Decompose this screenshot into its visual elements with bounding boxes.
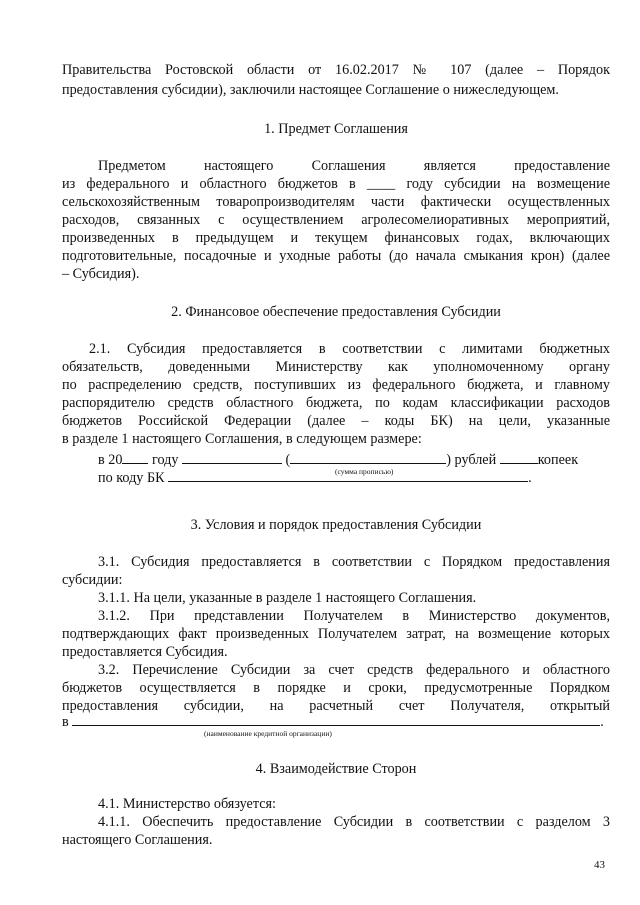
section-4-heading: 4. Взаимодействие Сторон	[255, 761, 417, 777]
section-4-line: настоящего Соглашения.	[62, 832, 213, 848]
kbk-label: по коду БК	[98, 470, 165, 486]
section-3-line: предоставления субсидии, на расчетный счет Получателя, открытый	[62, 698, 610, 714]
section-2-line: 2.1. Субсидия предоставляется в соответствии с лимитами бюджетных	[89, 341, 610, 357]
section-4-line: 4.1.1. Обеспечить предоставление Субсидии в соответствии с разделом 3	[98, 814, 610, 830]
kbk-blank	[168, 468, 528, 482]
section-1-line: произведенных в предыдущем и текущем финансовых годах, включающих	[62, 230, 610, 246]
section-3-line: 3.1. Субсидия предоставляется в соответствии с Порядком предоставления	[98, 554, 610, 570]
section-3-line: субсидии:	[62, 572, 123, 588]
section-3-line: 3.2. Перечисление Субсидии за счет средств федерального и областного	[98, 662, 610, 678]
bank-prefix: в	[62, 714, 69, 730]
amount-words-blank	[290, 450, 446, 464]
section-2-line: по распределению средств, поступивших из федерального бюджета, и главному	[62, 377, 610, 393]
year-blank	[122, 450, 148, 464]
amount-number-blank	[182, 450, 282, 464]
section-1-line: подготовительные, посадочные и уходные работы (до начала смыкания крон) (далее	[62, 248, 610, 264]
intro-line-1: Правительства Ростовской области от 16.02.2017 № 107 (далее – Порядок	[62, 62, 610, 78]
bank-caption: (наименование кредитной организации)	[204, 729, 332, 738]
section-3-line: подтверждающих факт произведенных Получателем затрат, на возмещение которых	[62, 626, 610, 642]
section-3-line: 3.1.1. На цели, указанные в разделе 1 настоящего Соглашения.	[98, 590, 477, 606]
section-3-line: бюджетов осуществляется в порядке и сроки, предусмотренные Порядком	[62, 680, 610, 696]
intro-line-2: предоставления субсидии), заключили настоящее Соглашение о нижеследующем.	[62, 82, 559, 98]
bank-end: .	[600, 714, 604, 730]
bank-line	[62, 712, 604, 731]
section-1-line: сельскохозяйственным товаропроизводителям части фактически осуществленных	[62, 194, 610, 210]
section-1-line: из федерального и областного бюджетов в ____ году субсидии на возмещение	[62, 176, 610, 192]
section-1-line: – Субсидия).	[62, 266, 140, 282]
section-1-line: Предметом настоящего Соглашения является предоставление	[98, 158, 610, 174]
amount-close: ) рублей	[446, 452, 497, 468]
bank-blank	[72, 712, 600, 726]
section-2-line: в разделе 1 настоящего Соглашения, в следующем размере:	[62, 431, 422, 447]
section-1-heading: 1. Предмет Соглашения	[264, 121, 408, 137]
section-3-heading: 3. Условия и порядок предоставления Субсидии	[190, 517, 482, 533]
section-1-line: расходов, связанных с осуществлением агролесомелиоративных мероприятий,	[62, 212, 610, 228]
kbk-end: .	[528, 470, 532, 486]
section-2-heading: 2. Финансовое обеспечение предоставления Субсидии	[171, 304, 501, 320]
section-2-line: распорядителю средств областного бюджета, по кодам классификации расходов	[62, 395, 610, 411]
page-number: 43	[594, 859, 605, 871]
section-3-line: 3.1.2. При представлении Получателем в Министерство документов,	[98, 608, 610, 624]
kbk-line	[98, 468, 532, 487]
section-4-line: 4.1. Министерство обязуется:	[98, 796, 276, 812]
amount-caption: (сумма прописью)	[335, 467, 394, 476]
kopecks-blank	[500, 450, 538, 464]
amount-year-word: году	[151, 452, 179, 468]
section-2-line: бюджетов Российской Федерации (далее – коды БК) на цели, указанные	[62, 413, 610, 429]
section-3-line: предоставляется Субсидия.	[62, 644, 228, 660]
amount-prefix: в 20	[98, 452, 123, 468]
amount-open-paren: (	[285, 452, 291, 468]
amount-kopecks: копеек	[537, 452, 579, 468]
section-2-line: обязательств, доведенными Министерству как уполномоченному органу	[62, 359, 610, 375]
